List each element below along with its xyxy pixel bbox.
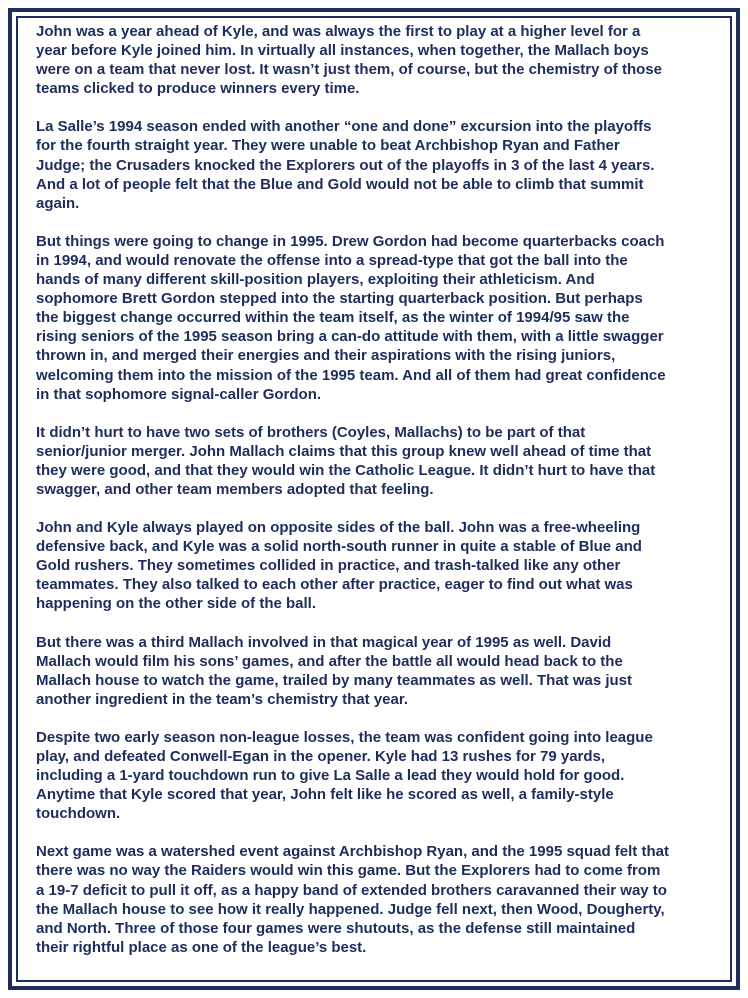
paragraph-8: Next game was a watershed event against Archbishop Ryan, and the 1995 squad felt that there was no way the Raiders would win this game. But the Explorers had to come from a 19-7 deficit to pull it off, as a happy band of extended brothers caravanned their way to the Mallach house to see how it really happened. Judge fell next, then Wood, Dougherty, and North. Three of those four games were shutouts, as the defense still maintained their rightful place as one of the league’s best. bbox=[36, 843, 669, 956]
paragraph-5: John and Kyle always played on opposite sides of the ball. John was a free-wheeling defensive back, and Kyle was a solid north-south runner in quite a stable of Blue and Gold rushers. They sometimes collided in practice, and trash-talked like any other teammates. They also talked to each other after practice, eager to find out what was happening on the other side of the ball. bbox=[36, 519, 642, 613]
document-body bbox=[36, 22, 716, 957]
paragraph-1: John was a year ahead of Kyle, and was always the first to play at a higher level for a year before Kyle joined him. In virtually all instances, when together, the Mallach boys were on a team that never lost. It wasn’t just them, of course, but the chemistry of those teams clicked to produce winners every time. bbox=[36, 23, 662, 98]
paragraph-2: La Salle’s 1994 season ended with another “one and done” excursion into the playoffs for the fourth straight year. They were unable to beat Archbishop Ryan and Father Judge; the Crusaders knocked the Explorers out of the playoffs in 3 of the last 4 years. And a lot of people felt that the Blue and Gold would not be able to climb that summit again. bbox=[36, 118, 655, 212]
paragraph-4: It didn’t hurt to have two sets of brothers (Coyles, Mallachs) to be part of that senior/junior merger. John Mallach claims that this group knew well ahead of time that they were good, and that they would win the Catholic League. It didn’t hurt to have that swagger, and other team members adopted that feeling. bbox=[36, 423, 656, 498]
paragraph-7: Despite two early season non-league losses, the team was confident going into league play, and defeated Conwell-Egan in the opener. Kyle had 13 rushes for 79 yards, including a 1-yard touchdown run to give La Salle a lead they would hold for good. Anytime that Kyle scored that year, John felt like he scored as well, a family-style touchdown. bbox=[36, 728, 653, 823]
paragraph-6: But there was a third Mallach involved in that magical year of 1995 as well. David Mallach would film his sons’ games, and after the battle all would head back to the Mallach house to watch the game, trailed by many teammates as well. That was just another ingredient in the team’s chemistry that year. bbox=[36, 633, 633, 708]
paragraph-3: But things were going to change in 1995. Drew Gordon had become quarterbacks coach in 1994, and would renovate the offense into a spread-type that got the ball into the hands of many different skill-position players, exploiting their athleticism. And sophomore Brett Gordon stepped into the starting quarterback position. But perhaps the biggest change occurred within the team itself, as the winter of 1994/95 saw the rising seniors of the 1995 season bring a can-do attitude with them, with a little swagger thrown in, and merged their energies and their aspirations with the rising juniors, welcoming them into the mission of the 1995 team. And all of them had great confidence in that sophomore signal-caller Gordon. bbox=[36, 232, 666, 403]
